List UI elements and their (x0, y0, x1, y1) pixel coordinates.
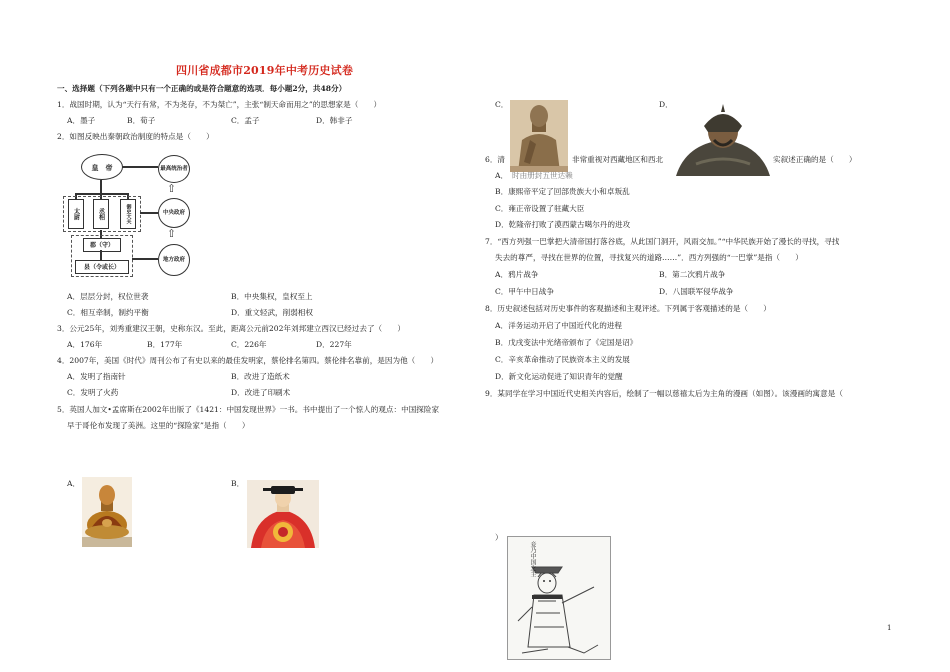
q6-option-a-text: 时由册封五世达赖 (512, 171, 573, 180)
diagram-supreme-ruler: 最高统治者 (158, 155, 190, 183)
q2-option-a[interactable]: A．层层分封，权位世袭 (67, 292, 149, 301)
q5-stem-line2: 早于哥伦布发现了美洲。这里的“探险家”是指（ ） (67, 421, 250, 430)
diagram-taiwei: 太尉 (68, 199, 84, 229)
q6-stem-start: 6．清 (485, 155, 506, 164)
page-title: 四川省成都市2019年中考历史试卷 (176, 64, 354, 77)
arrow-up-icon: ⇧ (167, 182, 177, 195)
q5-option-c[interactable]: C． (495, 100, 509, 109)
q5-option-d[interactable]: D． (659, 100, 673, 109)
qin-political-system-diagram (66, 150, 196, 285)
q8-option-b[interactable]: B．戊戌变法中光绪帝颁布了《定国是诏》 (495, 338, 638, 347)
q6-option-b[interactable]: B．康熙帝平定了回部贵族大小和卓叛乱 (495, 187, 630, 196)
diagram-xian: 县（令或长） (75, 260, 129, 274)
q1-stem: 1．战国时期，认为“天行有常，不为尧存，不为桀亡”，主张“制天命而用之”的思想家是（ ） (57, 100, 382, 109)
q2-stem: 2．如图反映出秦朝政治制度的特点是（ ） (57, 132, 214, 141)
diagram-local-gov: 地方政府 (158, 244, 190, 276)
q1-option-d[interactable]: D．韩非子 (316, 116, 353, 125)
diagram-emperor: 皇 帝 (81, 154, 123, 180)
q5-option-b[interactable]: B． (231, 479, 245, 488)
q4-option-c[interactable]: C．发明了火药 (67, 388, 119, 397)
q7-option-a[interactable]: A．鸦片战争 (495, 270, 539, 279)
q6-option-a[interactable]: A． (495, 171, 509, 180)
q6-option-d[interactable]: D．乾隆帝打败了漠西蒙古噶尔丹的进攻 (495, 220, 631, 229)
q8-option-a[interactable]: A．洋务运动开启了中国近代化的进程 (495, 321, 622, 330)
q5-stem-line1: 5．英国人加文•孟席斯在2002年出版了《1421：中国发现世界》一书。书中提出了一个惊人的观点：中国探险家 (57, 405, 440, 414)
q6-option-c[interactable]: C．雍正帝设置了驻藏大臣 (495, 204, 585, 213)
cartoon-caption: 妾乃中国之主 (529, 541, 536, 577)
q4-stem: 4．2007年，美国《时代》周刊公布了有史以来的最佳发明家，蔡伦排名第四。蔡伦排名靠前，是因为他（ ） (57, 356, 439, 365)
page-number: 1 (887, 624, 892, 632)
q2-option-c[interactable]: C．相互牵制，制约平衡 (67, 308, 149, 317)
q3-stem: 3．公元25年，刘秀重建汉王朝，史称东汉。至此，距离公元前202年刘邦建立西汉已经过去了（ ） (57, 324, 405, 333)
warrior-bust-image[interactable] (676, 104, 770, 176)
q4-option-b[interactable]: B．改进了造纸术 (231, 372, 290, 381)
q7-option-c[interactable]: C．甲午中日战争 (495, 287, 554, 296)
q7-option-b[interactable]: B．第二次鸦片战争 (659, 270, 726, 279)
q4-option-a[interactable]: A．发明了指南针 (67, 372, 126, 381)
q7-stem-line1: 7．“西方列强一巴掌把大清帝国打落谷底，从此国门洞开，风雨交加。”“中华民族开始了漫长的寻找，寻找 (485, 237, 840, 246)
section-heading: 一、选择题（下列各题中只有一个正确的或是符合题意的选项．每小题2分，共48分） (57, 84, 347, 93)
zheng-he-portrait-image[interactable] (247, 480, 319, 548)
q7-stem-line2: 失去的尊严，寻找在世界的位置，寻找复兴的道路……”．西方列强的“一巴掌”是指（ ） (495, 253, 803, 262)
q8-stem: 8．历史叙述包括对历史事件的客观描述和主观评述。下列属于客观描述的是（ ） (485, 304, 771, 313)
q1-option-c[interactable]: C．孟子 (231, 116, 260, 125)
q5-option-a[interactable]: A． (67, 479, 81, 488)
diagram-jun: 郡（守） (83, 238, 121, 252)
statue-image[interactable] (510, 100, 568, 172)
q3-option-c[interactable]: C．226年 (231, 340, 267, 349)
q3-option-d[interactable]: D．227年 (316, 340, 352, 349)
q8-option-c[interactable]: C．辛亥革命推动了民族资本主义的发展 (495, 355, 630, 364)
q9-stem-close: ） (495, 533, 503, 542)
q9-stem: 9．某同学在学习中国近代史相关内容后，绘制了一幅以慈禧太后为主角的漫画（如图）。该漫画的寓意是（ (485, 389, 843, 398)
q2-option-b[interactable]: B．中央集权，皇权至上 (231, 292, 313, 301)
q8-option-d[interactable]: D．新文化运动促进了知识青年的觉醒 (495, 372, 623, 381)
q3-option-a[interactable]: A．176年 (67, 340, 103, 349)
q3-option-b[interactable]: B．177年 (147, 340, 183, 349)
diagram-central-gov: 中央政府 (158, 198, 190, 228)
diagram-chengxiang: 丞相 (93, 199, 109, 229)
q1-option-b[interactable]: B．荀子 (127, 116, 156, 125)
cixi-cartoon-image[interactable] (507, 536, 611, 660)
diagram-yushi: 御史大夫 (120, 199, 136, 229)
q7-option-d[interactable]: D．八国联军侵华战争 (659, 287, 734, 296)
q4-option-d[interactable]: D．改进了印刷术 (231, 388, 291, 397)
q6-stem-end: 实叙述正确的是（ ） (773, 155, 857, 164)
q1-option-a[interactable]: A．墨子 (67, 116, 96, 125)
q2-option-d[interactable]: D．重文轻武，削弱相权 (231, 308, 314, 317)
q6-stem-middle: 非常重视对西藏地区和西北 (572, 155, 664, 164)
arrow-up-icon: ⇧ (167, 227, 177, 240)
seated-monk-image[interactable] (82, 477, 132, 547)
